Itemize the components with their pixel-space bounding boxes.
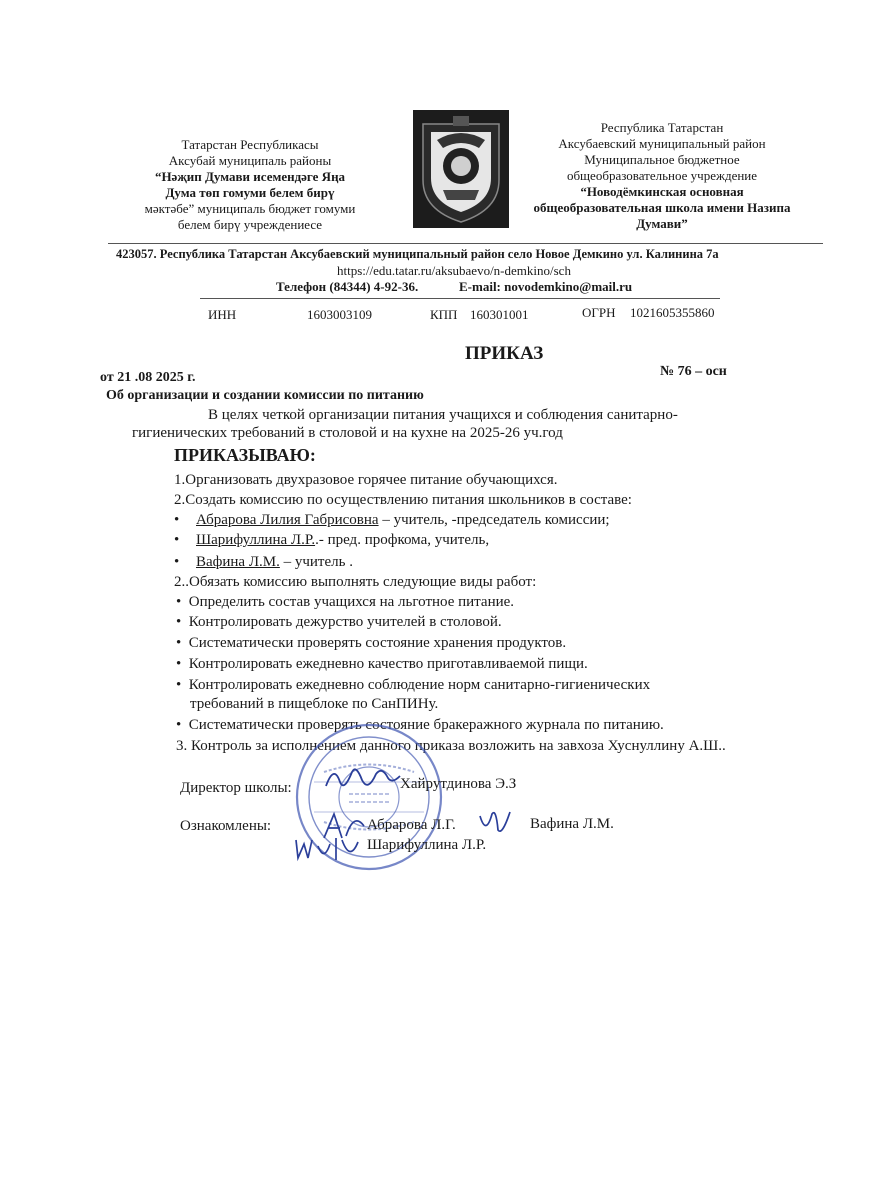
header-left-line: Дума төп гомуми белем бирү (165, 185, 335, 200)
bullet-icon: • (176, 656, 182, 672)
header-left-line: Аксубай муниципаль районы (168, 153, 332, 168)
member-name: Шарифуллина Л.Р. (196, 532, 316, 548)
item-2: 2.Создать комиссию по осуществлению питания школьников в составе: (174, 492, 632, 508)
inn-label: ИНН (208, 307, 237, 322)
bullet-icon: • (174, 554, 180, 570)
website-line: https://edu.tatar.ru/aksubaevo/n-demkino/sch (337, 263, 571, 278)
member-role: – учитель, -председатель комиссии; (378, 512, 610, 528)
header-right-line: общеобразовательное учреждение (566, 168, 758, 183)
header-right-line: Муниципальное бюджетное (584, 152, 740, 167)
bullet-icon: • (176, 717, 182, 733)
item-1: 1.Организовать двухразовое горячее питание обучающихся. (174, 472, 558, 488)
duty-3 (176, 633, 566, 653)
acquainted-name-sharifullina: Шарифуллина Л.Р. (367, 837, 487, 853)
acquainted-name-vafina: Вафина Л.М. (530, 816, 614, 832)
acquainted-name-abrarova: Абрарова Л.Г. (367, 817, 456, 833)
bullet-icon: • (176, 677, 182, 693)
bullet-icon: • (174, 532, 180, 548)
duty-text: Контролировать ежедневно соблюдение норм санитарно-гигиенических (188, 677, 651, 693)
duty-5 (176, 675, 650, 695)
inn-value: 1603003109 (307, 307, 372, 322)
duty-4 (176, 654, 588, 674)
order-word-text: ПРИКАЗЫВАЮ (174, 445, 310, 465)
member-2 (174, 530, 489, 550)
item-4: 3. Контроль за исполнением данного приказа возложить на завхоза Хуснуллину А.Ш.. (176, 738, 726, 754)
kpp-value: 160301001 (470, 307, 529, 322)
duty-text: Контролировать ежедневно качество приготавливаемой пищи. (188, 656, 588, 672)
header-right-line: Думави” (636, 216, 688, 231)
member-role: – учитель . (279, 554, 353, 570)
director-label: Директор школы: (180, 780, 292, 796)
member-3 (174, 552, 353, 572)
ogrn-value: 1021605355860 (630, 305, 715, 320)
header-right-line: Аксубаевский муниципальный район (558, 136, 766, 151)
director-name: Хайрутдинова Э.З (400, 776, 517, 792)
sharifullina-signature-icon (292, 832, 362, 868)
duty-2 (176, 612, 502, 632)
member-name: Вафина Л.М. (196, 554, 280, 570)
director-signature-icon (322, 758, 402, 798)
order-word (174, 445, 316, 466)
bullet-icon: • (174, 512, 180, 528)
duty-1 (176, 592, 514, 612)
member-role: .- пред. профкома, учитель, (315, 532, 490, 548)
intro-line-2: гигиенических требований в столовой и на кухне на 2025-26 уч.год (132, 425, 563, 441)
member-1 (174, 510, 610, 530)
bullet-icon: • (176, 635, 182, 651)
header-left-line: мәктәбе” муниципаль бюджет гомуми (144, 201, 356, 216)
order-word-colon: : (309, 445, 316, 465)
acquainted-label: Ознакомлены: (180, 818, 272, 834)
item-3-head: 2..Обязать комиссию выполнять следующие виды работ: (174, 574, 537, 590)
header-right-line: общеобразовательная школа имени Назипа (533, 200, 791, 215)
header-right-line: Республика Татарстан (600, 120, 724, 135)
details-divider (200, 298, 720, 299)
kpp-label: КПП (430, 307, 458, 322)
ogrn-label: ОГРН (582, 305, 616, 320)
header-left-line: белем бирү учреждениесе (177, 217, 323, 232)
header-left-line: Татарстан Республикасы (181, 137, 319, 152)
order-number: № 76 – осн (660, 364, 727, 379)
member-name: Абрарова Лилия Габрисовна (196, 512, 379, 528)
email-line: E-mail: novodemkino@mail.ru (459, 279, 633, 294)
duty-text: Систематически проверять состояние хранения продуктов. (188, 635, 567, 651)
bullet-icon: • (176, 614, 182, 630)
duty-text: Контролировать дежурство учителей в столовой. (188, 614, 502, 630)
header-right-block (512, 120, 812, 232)
duty-text: Определить состав учащихся на льготное питание. (188, 594, 515, 610)
order-date: от 21 .08 2025 г. (100, 370, 196, 385)
coat-of-arms-icon (413, 110, 509, 228)
header-left-line: “Нәҗип Думави исемендәге Яңа (154, 169, 346, 184)
bullet-icon: • (176, 594, 182, 610)
order-title: ПРИКАЗ (465, 343, 544, 364)
header-left-block (100, 137, 400, 233)
address-line: 423057. Республика Татарстан Аксубаевский муниципальный район село Новое Демкино ул. Калинина 7а (116, 247, 719, 261)
order-subject: Об организации и создании комиссии по питанию (106, 388, 424, 403)
phone-line: Телефон (84344) 4-92-36. (276, 279, 419, 294)
intro-line-1: В целях четкой организации питания учащихся и соблюдения санитарно- (208, 407, 678, 423)
header-divider (108, 243, 823, 244)
duty-5-continued: требований в пищеблоке по СанПИНу. (190, 696, 439, 712)
header-right-line: “Новодёмкинская основная (580, 184, 744, 199)
duty-text: Систематически проверять состояние бракеражного журнала по питанию. (188, 717, 664, 733)
